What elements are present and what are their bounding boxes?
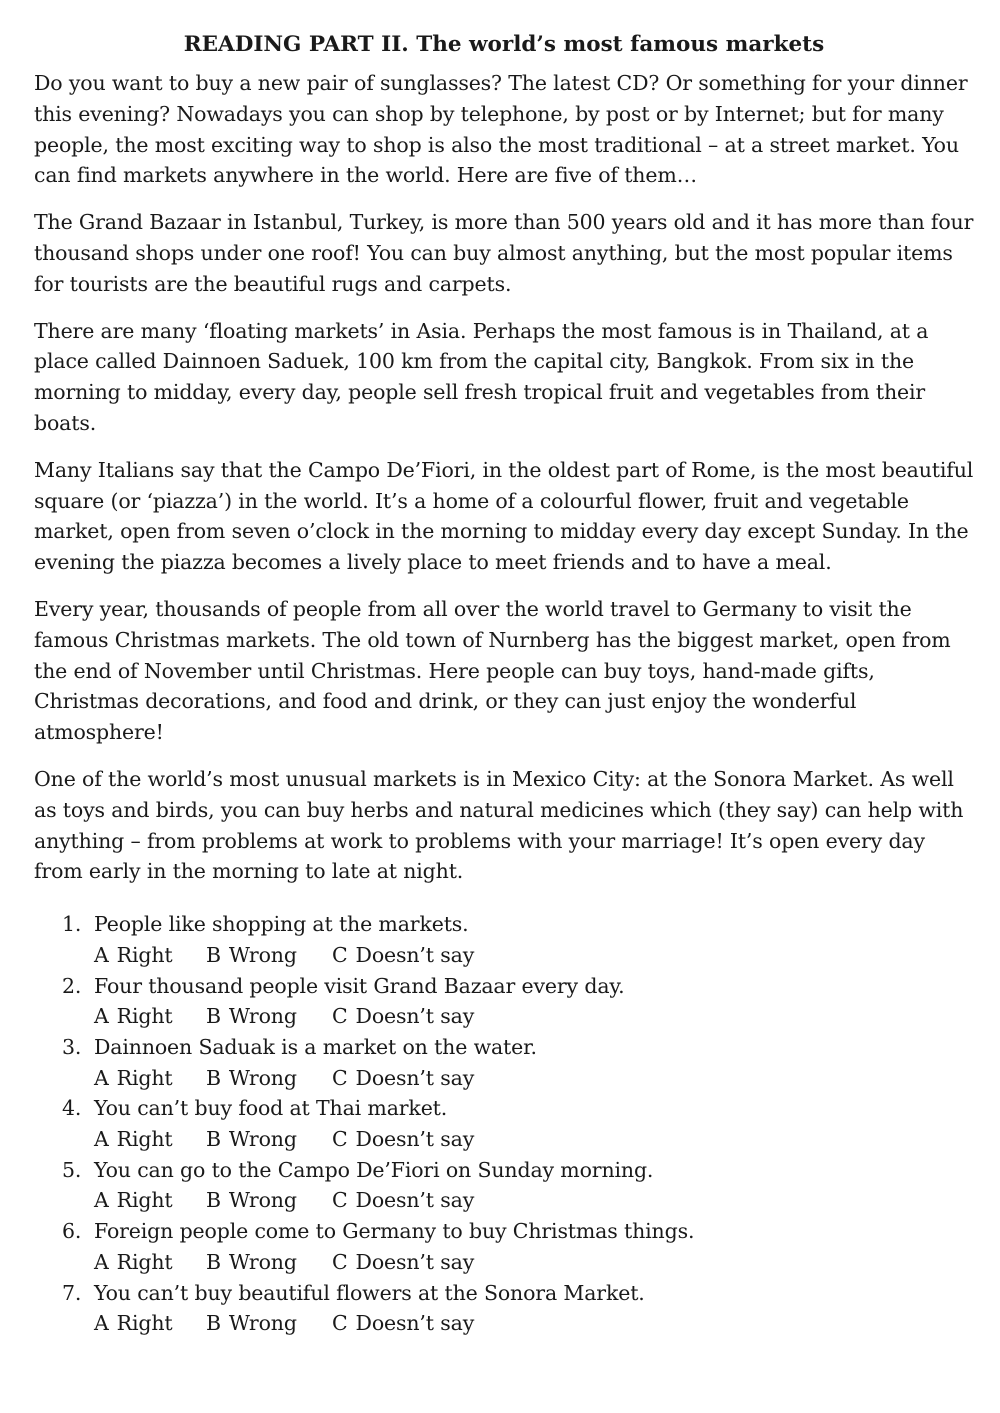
option-letter: C [332,1004,348,1029]
answer-options [94,1063,974,1094]
option-letter: B [206,1065,221,1090]
question-item [34,1278,974,1339]
option-label: Right [116,1065,173,1090]
question-item [34,1216,974,1277]
option-letter: B [206,1311,221,1336]
question-text: You can go to the Campo De’Fiori on Sunday morning. [94,1157,654,1182]
option-wrong[interactable] [206,1185,332,1216]
option-wrong[interactable] [206,940,332,971]
question-item [34,1093,974,1154]
option-right[interactable] [94,1185,206,1216]
option-label: Doesn’t say [355,1065,475,1090]
answer-options [94,1247,974,1278]
option-letter: A [94,1249,109,1274]
option-label: Doesn’t say [355,1004,475,1029]
page-title: READING PART II. The world’s most famous markets [183,32,825,57]
istanbul-paragraph: The Grand Bazaar in Istanbul, Turkey, is more than 500 years old and it has more than four thousand shops under one roof! You can buy almost anything, but the most popular items for tourists are the beautiful rugs and carpets. [34,210,974,296]
option-right[interactable] [94,1124,206,1155]
answer-options [94,1185,974,1216]
question-item [34,1032,974,1093]
option-right[interactable] [94,1001,206,1032]
question-number: 3. [62,1034,82,1059]
option-label: Wrong [228,1065,297,1090]
option-right[interactable] [94,1247,206,1278]
option-letter: B [206,1249,221,1274]
option-doesnt-say[interactable] [332,1001,492,1032]
option-label: Wrong [228,942,297,967]
option-label: Right [116,1188,173,1213]
thailand-paragraph: There are many ‘floating markets’ in Asia. Perhaps the most famous is in Thailand, at a place called Dainnoen Saduek, 100 km from the capital city, Bangkok. From six in the morning to midday, every day, people sell fresh tropical fruit and vegetables from their boats. [34,318,929,435]
option-letter: B [206,1004,221,1029]
option-label: Doesn’t say [355,1249,475,1274]
option-wrong[interactable] [206,1124,332,1155]
option-label: Right [116,1127,173,1152]
option-right[interactable] [94,940,206,971]
worksheet-page [34,28,974,1339]
option-label: Right [116,942,173,967]
answer-options [94,1001,974,1032]
question-item [34,1155,974,1216]
question-text: You can’t buy food at Thai market. [94,1096,448,1121]
option-letter: C [332,942,348,967]
option-letter: C [332,1249,348,1274]
option-label: Doesn’t say [355,1311,475,1336]
option-letter: A [94,1065,109,1090]
option-label: Wrong [228,1004,297,1029]
option-label: Right [116,1004,173,1029]
answer-options [94,940,974,971]
rome-paragraph: Many Italians say that the Campo De’Fiori, in the oldest part of Rome, is the most beautiful square (or ‘piazza’) in the world. It’s a home of a colourful flower, fruit and vegetable market, open from seven o’clock in the morning to midday every day except Sunday. In the evening the piazza becomes a lively place to meet friends and to have a meal. [34,457,974,575]
option-doesnt-say[interactable] [332,1185,492,1216]
question-text: Four thousand people visit Grand Bazaar every day. [94,973,625,998]
option-label: Right [116,1311,173,1336]
option-label: Wrong [228,1311,297,1336]
option-letter: C [332,1188,348,1213]
option-label: Doesn’t say [355,942,475,967]
option-letter: A [94,942,109,967]
answer-options [94,1124,974,1155]
option-letter: A [94,1127,109,1152]
option-label: Wrong [228,1188,297,1213]
option-label: Right [116,1249,173,1274]
question-text: People like shopping at the markets. [94,912,469,937]
option-doesnt-say[interactable] [332,940,492,971]
question-number: 7. [62,1280,82,1305]
question-number: 6. [62,1219,82,1244]
option-doesnt-say[interactable] [332,1247,492,1278]
option-letter: C [332,1311,348,1336]
question-text: You can’t buy beautiful flowers at the Sonora Market. [94,1280,645,1305]
option-doesnt-say[interactable] [332,1308,492,1339]
option-doesnt-say[interactable] [332,1124,492,1155]
mexico-paragraph: One of the world’s most unusual markets is in Mexico City: at the Sonora Market. As well as toys and birds, you can buy herbs and natural medicines which (they say) can help with anything – from problems at work to problems with your marriage! It’s open every day from early in the morning to late at night. [34,766,964,884]
option-letter: A [94,1311,109,1336]
option-wrong[interactable] [206,1063,332,1094]
option-wrong[interactable] [206,1001,332,1032]
option-letter: A [94,1188,109,1213]
answer-options [94,1308,974,1339]
question-list [34,909,974,1339]
question-text: Foreign people come to Germany to buy Christmas things. [94,1219,695,1244]
option-wrong[interactable] [206,1247,332,1278]
question-text: Dainnoen Saduak is a market on the water. [94,1034,537,1059]
question-number: 4. [62,1096,82,1121]
intro-paragraph: Do you want to buy a new pair of sunglasses? The latest CD? Or something for your dinner this evening? Nowadays you can shop by telephone, by post or by Internet; but for many people, the most exciting way to shop is also the most traditional – at a street market. You can find markets anywhere in the world. Here are five of them… [34,71,968,188]
option-right[interactable] [94,1063,206,1094]
option-wrong[interactable] [206,1308,332,1339]
germany-paragraph: Every year, thousands of people from all over the world travel to Germany to visit the famous Christmas markets. The old town of Nurnberg has the biggest market, open from the end of November until Christmas. Here people can buy toys, hand-made gifts, Christmas decorations, and food and drink, or they can just enjoy the wonderful atmosphere! [34,596,951,745]
option-label: Doesn’t say [355,1188,475,1213]
question-number: 2. [62,973,82,998]
option-doesnt-say[interactable] [332,1063,492,1094]
option-label: Wrong [228,1249,297,1274]
option-letter: C [332,1065,348,1090]
option-label: Wrong [228,1127,297,1152]
option-letter: A [94,1004,109,1029]
option-label: Doesn’t say [355,1127,475,1152]
option-right[interactable] [94,1308,206,1339]
question-number: 5. [62,1157,82,1182]
option-letter: B [206,1188,221,1213]
question-item [34,971,974,1032]
option-letter: C [332,1127,348,1152]
option-letter: B [206,942,221,967]
option-letter: B [206,1127,221,1152]
question-item [34,909,974,970]
question-number: 1. [62,912,82,937]
